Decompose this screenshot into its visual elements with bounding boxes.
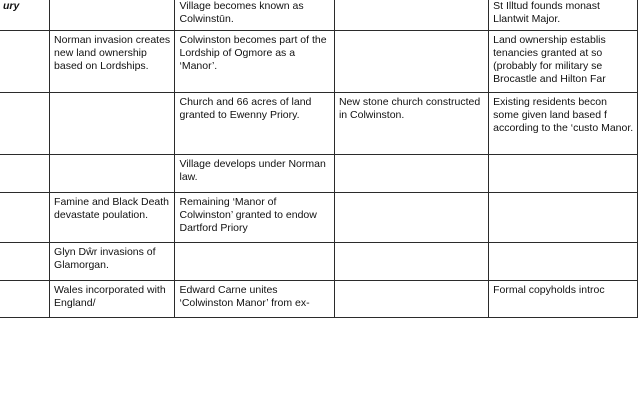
table-row — [0, 31, 638, 93]
table-cell — [489, 281, 638, 318]
cell-text: Glyn Dŵr invasions of Glamorgan. — [54, 246, 156, 271]
table-cell — [334, 31, 488, 93]
table-cell — [334, 155, 488, 193]
cell-text: Village becomes known as Colwinstūn. — [179, 0, 304, 25]
cell-text: Land ownership establis tenancies granted at so (probably for military se Brocastle and Hilton Far — [493, 34, 606, 85]
row-label: ury — [3, 0, 20, 12]
table-cell — [50, 243, 175, 281]
row-label-cell — [0, 0, 50, 31]
table-row — [0, 0, 638, 31]
table-cell — [334, 0, 488, 31]
table-cell — [334, 93, 488, 155]
table-cell — [175, 193, 334, 243]
table-cell — [489, 31, 638, 93]
cell-text: St Illtud founds monast Llantwit Major. — [493, 0, 600, 25]
cell-text: Church and 66 acres of land granted to Ewenny Priory. — [179, 96, 312, 121]
table-cell — [175, 0, 334, 31]
table-cell — [50, 0, 175, 31]
row-label-cell — [0, 281, 50, 318]
table-cell — [489, 243, 638, 281]
cell-text: Colwinston becomes part of the Lordship of Ogmore as a ‘Manor’. — [179, 34, 327, 72]
table-cell — [175, 155, 334, 193]
table-cell — [334, 193, 488, 243]
table-cell — [50, 93, 175, 155]
table-cell — [175, 31, 334, 93]
cell-text: Village develops under Norman law. — [179, 158, 326, 183]
table-cell — [334, 281, 488, 318]
cell-text: Famine and Black Death devastate poulation. — [54, 196, 170, 221]
cell-text: Wales incorporated with England/ — [54, 284, 166, 309]
table-cell — [175, 93, 334, 155]
cell-text: Existing residents becon some given land based f according to the ‘custo Manor. — [493, 96, 634, 134]
table-cell — [489, 0, 638, 31]
table-cell — [489, 155, 638, 193]
table-cell — [489, 193, 638, 243]
cell-text: Norman invasion creates new land ownership based on Lordships. — [54, 34, 171, 72]
table-cell — [334, 243, 488, 281]
table-cell — [50, 31, 175, 93]
table-row — [0, 281, 638, 318]
table-row — [0, 243, 638, 281]
table-cell — [50, 155, 175, 193]
table-row — [0, 155, 638, 193]
table-cell — [50, 281, 175, 318]
cell-text: Edward Carne unites ‘Colwinston Manor’ from ex- — [179, 284, 310, 309]
cell-text: Remaining ‘Manor of Colwinston’ granted to endow Dartford Priory — [179, 196, 317, 234]
table-cell — [175, 243, 334, 281]
table-cell — [50, 193, 175, 243]
table-row — [0, 93, 638, 155]
row-label-cell — [0, 155, 50, 193]
row-label-cell — [0, 193, 50, 243]
table-cell — [489, 93, 638, 155]
cell-text: New stone church constructed in Colwinston. — [338, 96, 481, 121]
row-label-cell — [0, 31, 50, 93]
row-label-cell — [0, 243, 50, 281]
row-label-cell — [0, 93, 50, 155]
cell-text: Formal copyholds introc — [493, 284, 605, 296]
table-cell — [175, 281, 334, 318]
table-row — [0, 193, 638, 243]
